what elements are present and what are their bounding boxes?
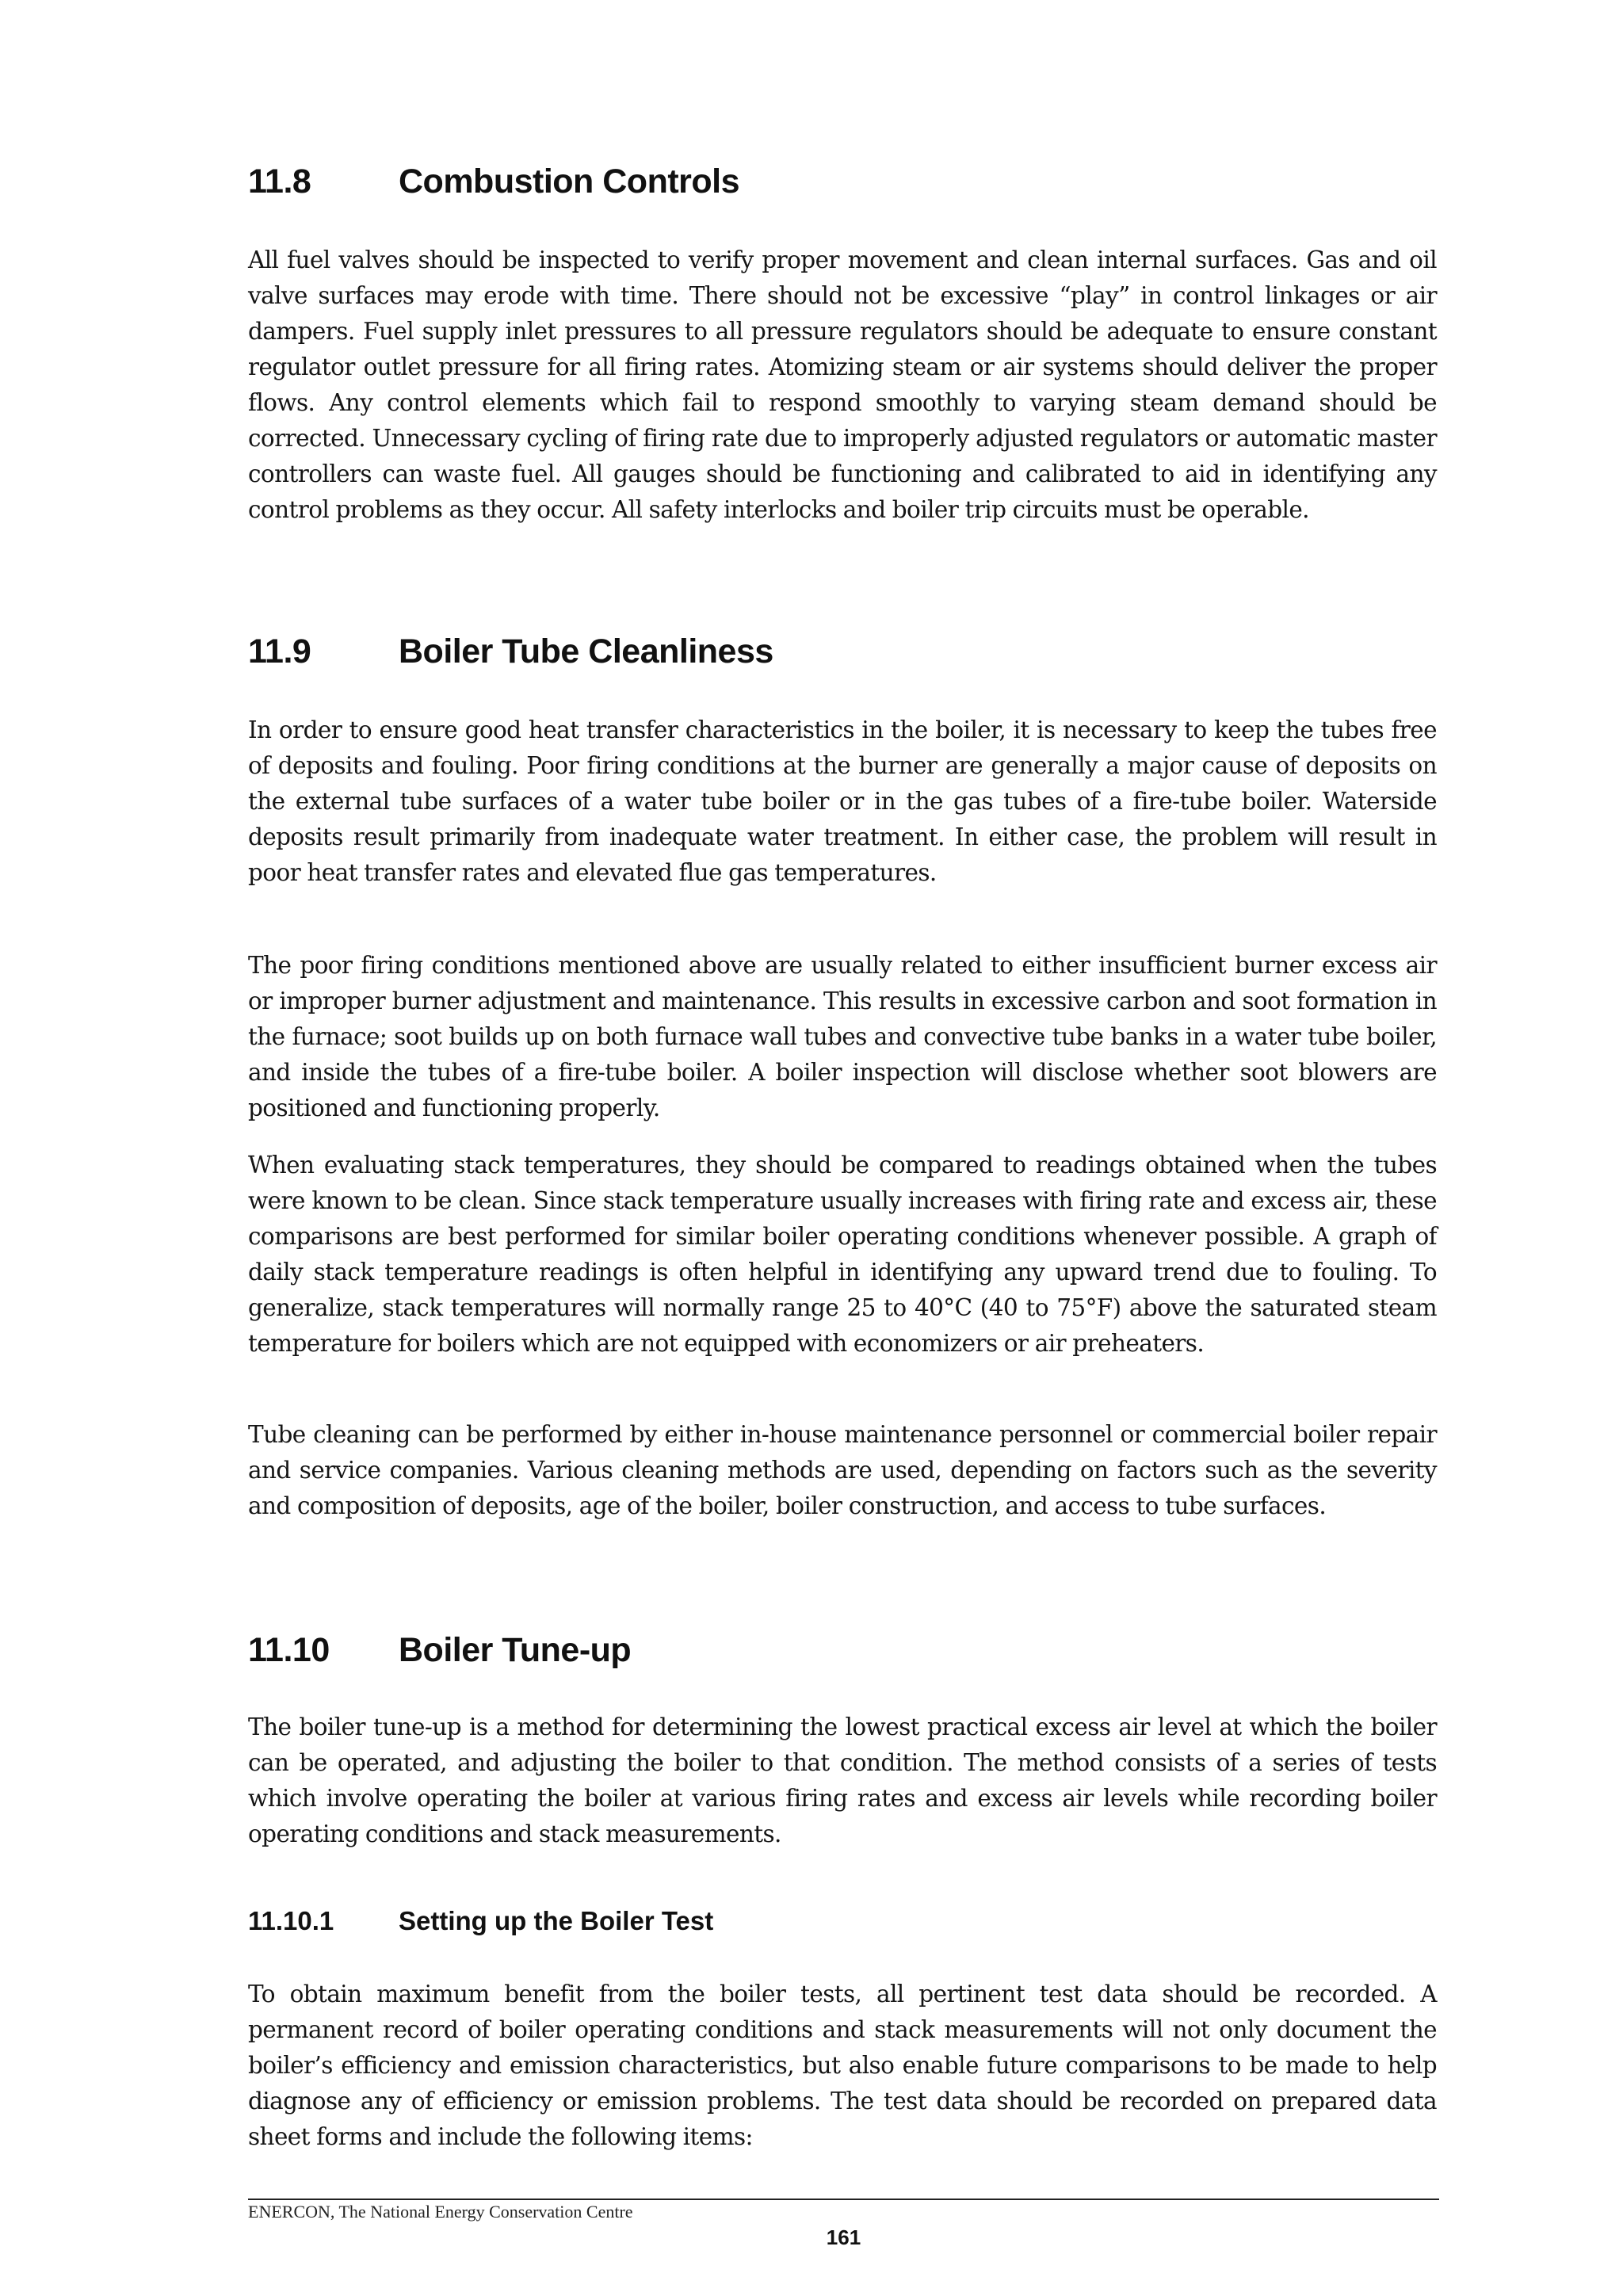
- section-title: Setting up the Boiler Test: [399, 1906, 714, 1935]
- paragraph: All fuel valves should be inspected to verify proper movement and clean internal surfaces. Gas and oil valve surfaces may erode with time. There should not be excessive “play” in control linkages or air dampers. Fuel supply inlet pressures to all pressure regulators should be adequate to ensure constant regulator outlet pressure for all firing rates. Atomizing steam or air systems should deliver the proper flows. Any control elements which fail to respond smoothly to varying steam demand should be corrected. Unnecessary cycling of firing rate due to improperly adjusted regulators or automatic master controllers can waste fuel. All gauges should be functioning and calibrated to aid in identifying any control problems as they occur. All safety interlocks and boiler trip circuits must be operable.: [248, 246, 1437, 523]
- paragraph: The boiler tune-up is a method for determining the lowest practical excess air level at which the boiler can be operated, and adjusting the boiler to that condition. The method consists of a series of tests which involve operating the boiler at various firing rates and excess air levels while recording boiler operating conditions and stack measurements.: [248, 1713, 1437, 1847]
- section-number: 11.8: [248, 162, 311, 201]
- paragraph: Tube cleaning can be performed by either in-house maintenance personnel or commercial boiler repair and service companies. Various cleaning methods are used, depending on factors such as the severity and composition of deposits, age of the boiler, boiler construction, and access to tube surfaces.: [248, 1421, 1437, 1519]
- subsection-heading: [248, 1906, 713, 1936]
- document-page: [248, 0, 1437, 2296]
- page-number: 161: [826, 2225, 861, 2249]
- footer-organization: ENERCON, The National Energy Conservation Centre: [248, 2202, 633, 2222]
- section-heading: [248, 162, 739, 201]
- section-heading: [248, 1631, 631, 1670]
- section-number: 11.10: [248, 1631, 330, 1669]
- footer-divider: [248, 2199, 1439, 2200]
- section-title: Boiler Tube Cleanliness: [399, 632, 773, 670]
- section-number: 11.9: [248, 632, 311, 670]
- paragraph: To obtain maximum benefit from the boiler tests, all pertinent test data should be recorded. A permanent record of boiler operating conditions and stack measurements will not only document the boiler’s efficiency and emission characteristics, but also enable future comparisons to be made to help diagnose any of efficiency or emission problems. The test data should be recorded on prepared data sheet forms and include the following items:: [248, 1981, 1437, 2150]
- section-title: Combustion Controls: [399, 162, 740, 201]
- paragraph: The poor firing conditions mentioned above are usually related to either insufficient burner excess air or improper burner adjustment and maintenance. This results in excessive carbon and soot formation in the furnace; soot builds up on both furnace wall tubes and convective tube banks in a water tube boiler, and inside the tubes of a fire-tube boiler. A boiler inspection will disclose whether soot blowers are positioned and functioning properly.: [248, 952, 1437, 1121]
- section-heading: [248, 632, 773, 671]
- section-number: 11.10.1: [248, 1906, 334, 1935]
- section-title: Boiler Tune-up: [399, 1631, 632, 1669]
- paragraph: When evaluating stack temperatures, they should be compared to readings obtained when the tubes were known to be clean. Since stack temperature usually increases with firing rate and excess air, these comparisons are best performed for similar boiler operating conditions whenever possible. A graph of daily stack temperature readings is often helpful in identifying any upward trend due to fouling. To generalize, stack temperatures will normally range 25 to 40°C (40 to 75°F) above the saturated steam temperature for boilers which are not equipped with economizers or air preheaters.: [248, 1152, 1437, 1357]
- paragraph: In order to ensure good heat transfer characteristics in the boiler, it is necessary to keep the tubes free of deposits and fouling. Poor firing conditions at the burner are generally a major cause of deposits on the external tube surfaces of a water tube boiler or in the gas tubes of a fire-tube boiler. Waterside deposits result primarily from inadequate water treatment. In either case, the problem will result in poor heat transfer rates and elevated flue gas temperatures.: [248, 716, 1437, 886]
